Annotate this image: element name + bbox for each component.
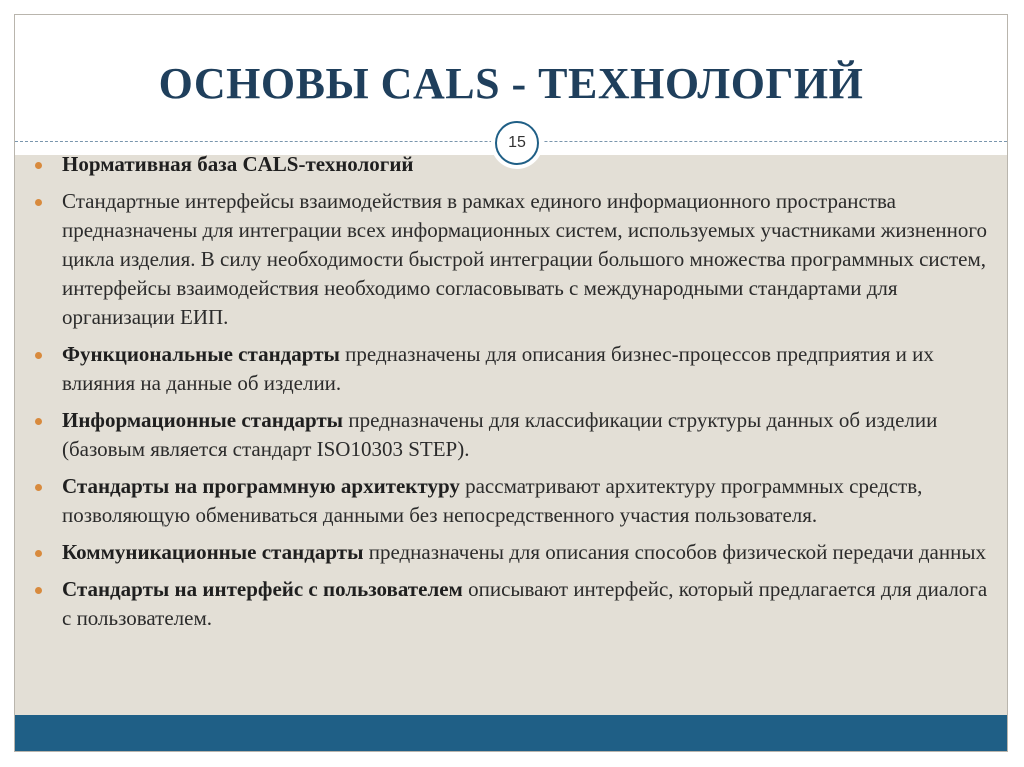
bullet-dot-icon: [35, 352, 42, 359]
bullet-item: [32, 472, 988, 530]
bullet-dot-icon: [35, 162, 42, 169]
bullet-text: описывают интерфейс, который предлагается для диалога с пользователем.: [62, 577, 988, 630]
slide-number-badge: 15: [495, 121, 539, 165]
bullet-item: [32, 538, 988, 567]
bullet-item: [32, 575, 988, 633]
bullet-dot-icon: [35, 587, 42, 594]
bullet-bold: Нормативная база CALS-технологий: [62, 152, 414, 176]
bullet-bold: Коммуникационные стандарты: [62, 540, 364, 564]
bullet-text: предназначены для описания способов физической передачи данных: [363, 540, 986, 564]
bullet-item: [32, 187, 988, 332]
bullet-item: [32, 340, 988, 398]
bullet-text: Стандартные интерфейсы взаимодействия в рамках единого информационного пространства предназначены для интеграции всех информационных систем, используемых участниками жизненного цикла изделия. В силу необходимости быстрой интеграции большого множества программных систем, интерфейсы взаимодействия необходимо согласовывать с международными стандартами для организации ЕИП.: [62, 189, 987, 329]
bullet-list: [32, 150, 988, 641]
footer-bar: [15, 715, 1007, 751]
bullet-dot-icon: [35, 418, 42, 425]
bullet-text: рассматривают архитектуру программных средств, позволяющую обмениваться данными без непосредственного участия пользователя.: [62, 474, 923, 527]
bullet-dot-icon: [35, 484, 42, 491]
bullet-text: предназначены для описания бизнес-процессов предприятия и их влияния на данные об изделии.: [62, 342, 934, 395]
bullet-bold: Информационные стандарты: [62, 408, 344, 432]
bullet-text: предназначены для классификации структуры данных об изделии (базовым является стандарт ISO10303 STEP).: [62, 408, 938, 461]
bullet-dot-icon: [35, 550, 42, 557]
bullet-item: [32, 406, 988, 464]
bullet-bold: Стандарты на программную архитектуру: [62, 474, 460, 498]
slide-title: ОСНОВЫ CALS - ТЕХНОЛОГИЙ: [158, 58, 864, 108]
bullet-item: [32, 150, 988, 179]
bullet-dot-icon: [35, 199, 42, 206]
bullet-bold: Функциональные стандарты: [62, 342, 340, 366]
bullet-bold: Стандарты на интерфейс с пользователем: [62, 577, 463, 601]
